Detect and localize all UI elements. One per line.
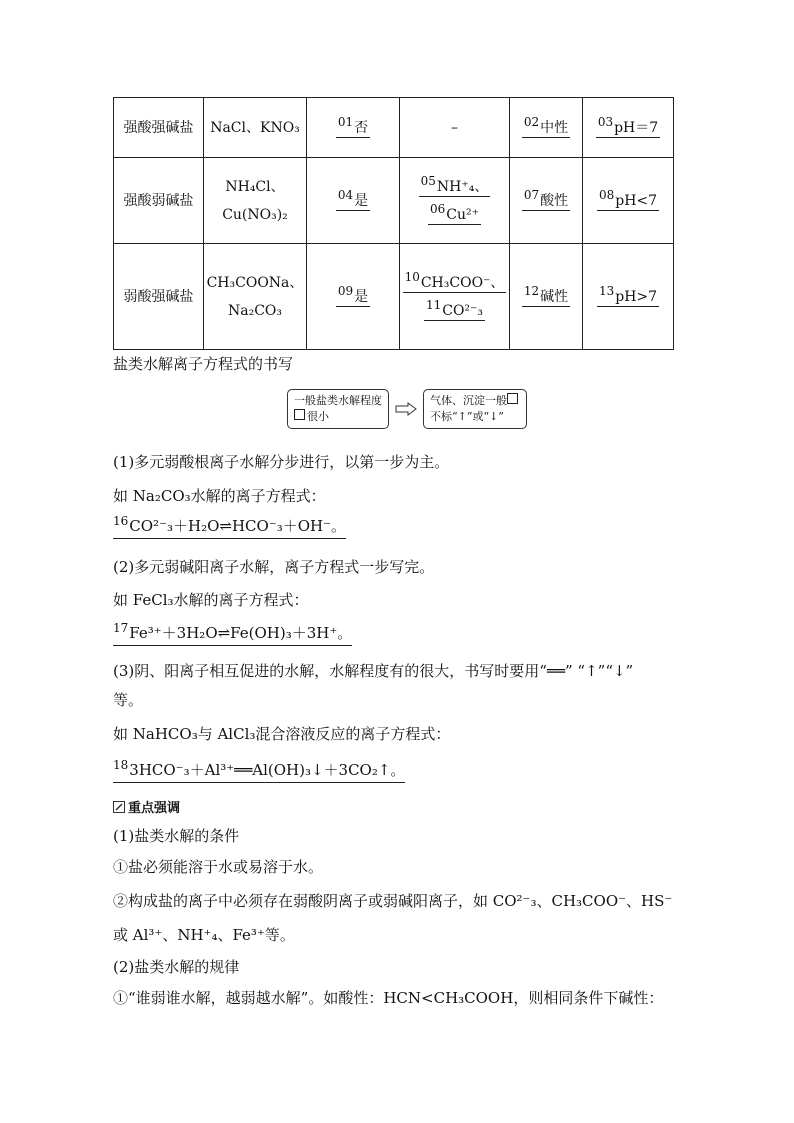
hydrolyze-cell: 09是 <box>307 244 400 350</box>
paragraph: 如 NaHCO₃与 AlCl₃混合溶液反应的离子方程式： <box>113 725 451 743</box>
paragraph: (2)多元弱碱阳离子水解，离子方程式一步写完。 <box>113 558 435 576</box>
ion-cell: – <box>400 98 510 158</box>
hydrolyze-cell: 01否 <box>307 98 400 158</box>
paragraph: ①“谁弱谁水解，越弱越水解”。如酸性：HCN<CH₃COOH，则相同条件下碱性： <box>113 989 664 1007</box>
answer-box-icon <box>507 393 518 404</box>
nature-cell: 02中性 <box>510 98 583 158</box>
ph-cell: 08pH<7 <box>583 158 674 244</box>
right-arrow-icon <box>395 402 417 416</box>
paragraph: 等。 <box>113 691 144 709</box>
ph-cell: 13pH>7 <box>583 244 674 350</box>
table-row <box>114 244 674 350</box>
flow-box-degree: 一般盐类水解程度 很小 <box>287 389 389 429</box>
ion-cell: 10CH₃COO⁻、 11CO²⁻₃ <box>400 244 510 350</box>
paragraph: (3)阴、阳离子相互促进的水解，水解程度有的很大，书写时要用“══” “↑”“↓” <box>113 662 634 680</box>
example-cell: CH₃COONa、Na₂CO₃ <box>204 244 307 350</box>
ion-cell: 05NH⁺₄、 06Cu²⁺ <box>400 158 510 244</box>
ph-cell: 03pH＝7 <box>583 98 674 158</box>
paragraph: (2)盐类水解的规律 <box>113 958 240 976</box>
nature-cell: 07酸性 <box>510 158 583 244</box>
nature-cell: 12碱性 <box>510 244 583 350</box>
paragraph: 如 FeCl₃水解的离子方程式： <box>113 591 309 609</box>
paragraph: ①盐必须能溶于水或易溶于水。 <box>113 858 324 876</box>
salt-type-cell: 弱酸强碱盐 <box>114 244 204 350</box>
answer-box-icon <box>294 409 305 420</box>
paragraph: 如 Na₂CO₃水解的离子方程式： <box>113 487 326 505</box>
emphasis-heading: 重点强调 <box>113 796 180 820</box>
table-row <box>114 98 674 158</box>
hydrolyze-cell: 04是 <box>307 158 400 244</box>
paragraph: (1)多元弱酸根离子水解分步进行，以第一步为主。 <box>113 453 450 471</box>
example-cell: NH₄Cl、Cu(NO₃)₂ <box>204 158 307 244</box>
table-row <box>114 158 674 244</box>
paragraph: (1)盐类水解的条件 <box>113 827 240 845</box>
salt-type-cell: 强酸弱碱盐 <box>114 158 204 244</box>
salt-type-cell: 强酸强碱盐 <box>114 98 204 158</box>
pencil-icon <box>113 801 125 813</box>
example-cell: NaCl、KNO₃ <box>204 98 307 158</box>
equation-answer: $^{16}$CO²⁻₃＋H₂O⇌HCO⁻₃＋OH⁻。 <box>113 515 346 539</box>
paragraph: 或 Al³⁺、NH⁺₄、Fe³⁺等。 <box>113 926 295 944</box>
equation-answer: $^{18}$3HCO⁻₃＋Al³⁺══Al(OH)₃↓＋3CO₂↑。 <box>113 759 405 783</box>
section-title: 盐类水解离子方程式的书写 <box>113 355 294 373</box>
salt-hydrolysis-table <box>113 97 674 350</box>
writing-flow-diagram <box>287 389 527 429</box>
equation-answer: $^{17}$Fe³⁺＋3H₂O⇌Fe(OH)₃＋3H⁺。 <box>113 622 352 646</box>
flow-box-symbols: 气体、沉淀一般 不标“↑”或“↓” <box>423 389 527 429</box>
paragraph: ②构成盐的离子中必须存在弱酸阴离子或弱碱阳离子，如 CO²⁻₃、CH₃COO⁻、HS⁻ <box>113 892 673 910</box>
